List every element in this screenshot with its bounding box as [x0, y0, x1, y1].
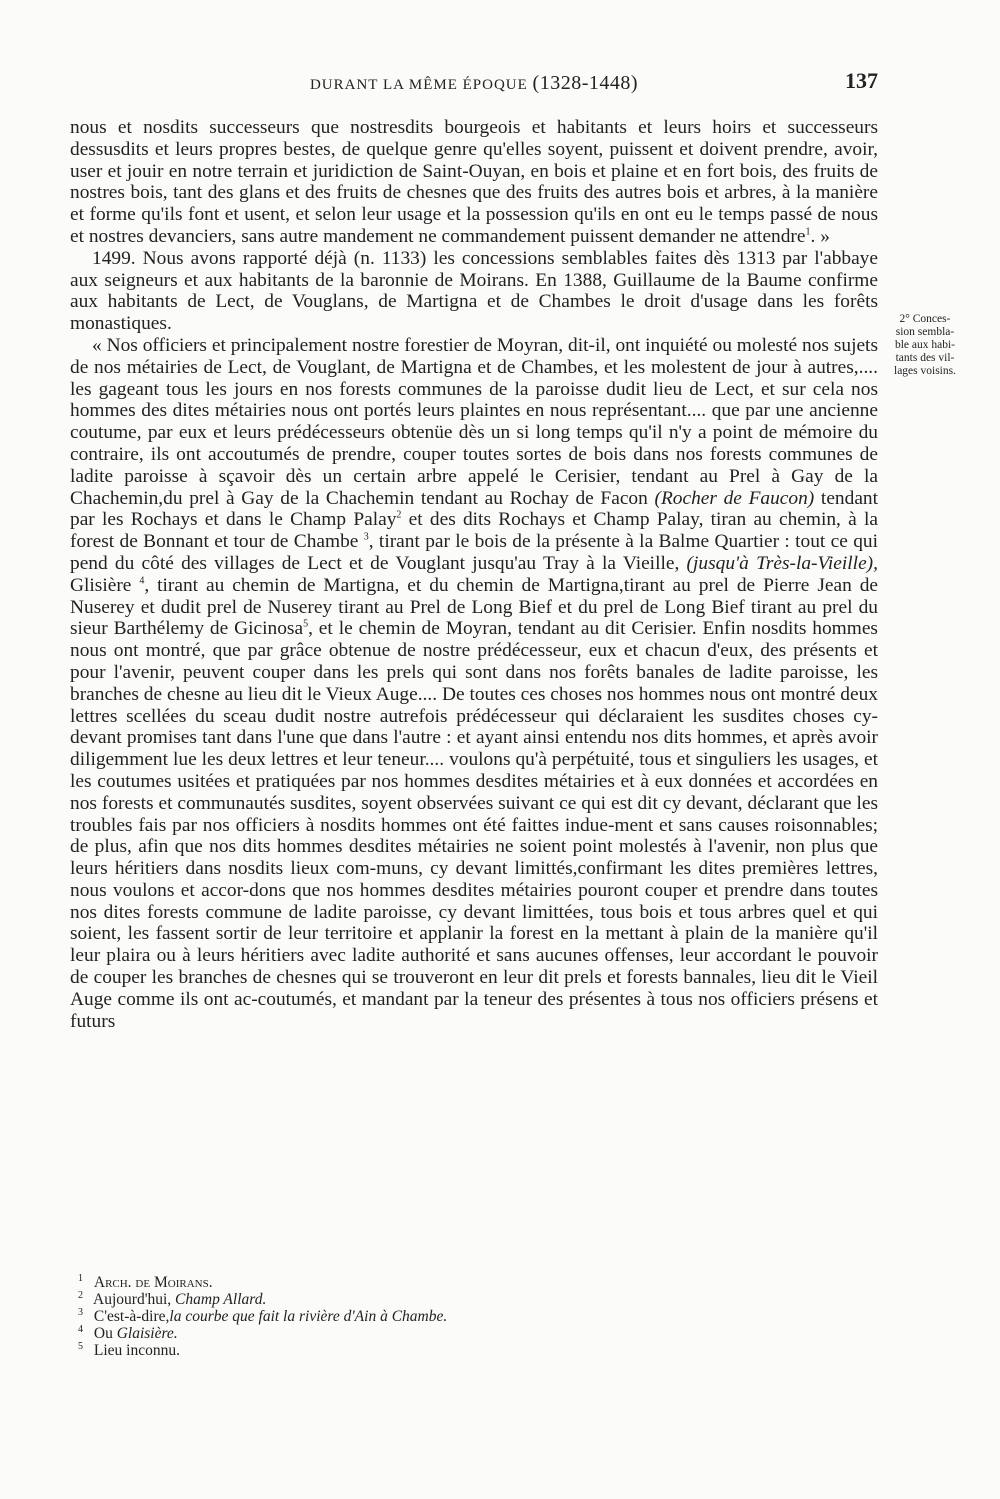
margin-note-line: 2° Conces- — [899, 313, 951, 325]
footnote-ref-2[interactable]: 2 — [396, 509, 402, 521]
running-title-text: DURANT LA MÊME ÉPOQUE — [309, 77, 528, 93]
footnotes — [78, 1274, 878, 1359]
footnote-ref-1[interactable]: 1 — [805, 226, 811, 238]
footnote-text-italic: Glaisière. — [116, 1325, 178, 1342]
body-text — [70, 117, 878, 1032]
paragraph-1 — [70, 117, 878, 248]
paragraph-3-text-a: « Nos officiers et principalement nostre forestier de Moyran, dit-il, ont inquiété ou molesté nos sujets de nos métairies de Lect, de Vouglant, de Martigna et de Chambes, et les molestent de jour à autres,.... les gageant tous les jours en nos forests communes de la paroisse dudit lieu de Lect, et sur cela nos hommes des dites métairies nous ont portés leurs plaintes en nous représentant.... que par une ancienne coutume, par eux et leurs prédécesseurs obtenüe dès un si long temps qu'il n'y a point de mémoire du contraire, ils ont accoutumés de prendre, couper toutes sortes de bois dans nos forests communes de ladite paroisse à sçavoir dès un certain arbre appelé le Cerisier, tendant au Prel à Gay de la Chachemin,du prel à Gay de la Chachemin tendant au Rochay de Facon — [70, 334, 878, 509]
paragraph-1-text: nous et nosdits successeurs que nostresdits bourgeois et habitants et leurs hoirs et successeurs dessusdits et leurs propres bestes, de quelque genre qu'elles soyent, puissent et doivent prendre, avoir, user et jouir en notre terrain et juridiction de Saint-Ouyan, en bois et plaine et en fort bois, des fruits de nostres bois, tant des glans et des fruits de chesnes que des fruits des autres bois et arbres, à la manière et forme qu'ils font et usent, et selon leur usage et la possession qu'ils en ont eu le temps passé de nous et nostres devanciers, sans autre mandement ne commandement puissent demander ne attendre — [70, 117, 878, 247]
footnote-5: 5 Lieu inconnu. — [78, 1340, 180, 1359]
page-number: 137 — [845, 68, 878, 93]
margin-note — [884, 313, 966, 378]
footnote-ref-3[interactable]: 3 — [363, 531, 369, 543]
paragraph-3-text-i: , et le chemin de Moyran, tendant au dit Cerisier. Enfin nosdits hommes nous ont montré, que par grâce obtenue de nostre prédécesseur, eux et chacun d'eux, des présents et pour l'avenir, peuvent couper dans les prels qui sont dans nos forêts banales de ladite paroisse, les branches de chesne au lieu dit le Vieux Auge.... De toutes ces choses nos hommes nous ont montré deux lettres scellées du sceau dudit nostre autrefois prédécesseur qui déclaraient les susdites choses cy-devant promises tant dans l'une que dans l'autre : et ayant ainsi entendu nos dits hommes, et après avoir diligemment lue les deux lettres et leur teneur.... voulons qu'à perpétuité, tous et singuliers les usages, et les coutumes usitées et pratiquées par nos hommes desdites métairies et à eux données et accordées en nos forests et communautés susdites, soyent observées suivant ce qui est dit cy devant, déclarant que les troubles fais par nos officiers à nosdits hommes ont été faittes indue-ment et sans causes roisonnables; de plus, afin que nos dits hommes desdites métairies ne soient point molestés à l'avenir, non plus que leurs héritiers dans nosdits lieux com-muns, cy devant limittés,confirmant les dites premières lettres, nous voulons et accor-dons que nos hommes desdites métairies pouront couper et prendre dans toutes nos dites forests commune de ladite paroisse, cy devant limittées, tous bois et tous arbres quel et qui soient, les fassent sortir de leur territoire et applanir la forest en la mettant à plain de la manière qu'il leur plaira ou à leurs héritiers avec ladite authorité et sans aucunes offenses, leur accordant le pouvoir de couper les branches de chesnes qui se trouveront en leur dit prels et forests bannales, lieu dit le Vieil Auge comme ils ont ac-coutumés, et mandant par la teneur des présentes à tous nos officiers présens et futurs — [70, 618, 878, 1032]
footnote-3: 3 C'est-à-dire,la courbe que fait la rivière d'Ain à Chambe. — [78, 1306, 448, 1325]
footnote-text: Arch. de Moirans. — [93, 1274, 213, 1291]
margin-note-line: lages voisins. — [894, 365, 956, 377]
footnote-text: Aujourd'hui, — [93, 1291, 176, 1308]
paragraph-1-end: . » — [810, 225, 830, 247]
margin-note-line: sion sembla- — [895, 326, 955, 338]
footnote-ref-5[interactable]: 5 — [303, 618, 309, 630]
margin-note-line: ble aux habi- — [894, 339, 956, 351]
paragraph-3-italic-rocher: (Rocher de Faucon) — [654, 487, 815, 509]
paragraph-3-text-g: Glisière — [70, 574, 140, 596]
footnote-1: 1 Arch. de Moirans. — [78, 1272, 213, 1291]
paragraph-3 — [70, 335, 878, 1033]
footnote-ref-4[interactable]: 4 — [139, 575, 145, 587]
paragraph-2 — [70, 248, 878, 335]
paragraph-3-italic-vieille: (jusqu'à Très-la-Vieille), — [686, 552, 878, 574]
footnote-text-italic: la courbe que fait la rivière d'Ain à Chambe. — [169, 1308, 448, 1325]
footnote-text-italic: Champ Allard. — [175, 1291, 267, 1308]
running-title-years: (1328-1448) — [532, 72, 639, 94]
footnote-2: 2 Aujourd'hui, Champ Allard. — [78, 1289, 267, 1308]
paragraph-2-text: 1499. Nous avons rapporté déjà (n. 1133) les concessions semblables faites dès 1313 par l'abbaye aux seigneurs et aux habitants de la baronnie de Moirans. En 1388, Guillaume de la Baume confirme aux habitants de Lect, de Vouglans, de Martigna et de Chambes le droit d'usage dans les forêts monastiques. — [70, 247, 878, 335]
footnote-text: Ou — [93, 1325, 117, 1342]
paragraph-3-text-d: et des dits Rochays et Champ Palay, tiran au chemin, à la forest de Bonnant et tour de Chambe — [70, 509, 878, 553]
footnote-4: 4 Ou Glaisière. — [78, 1323, 178, 1342]
paragraph-3-text-c: tendant par les Rochays et dans le Champ Palay — [70, 487, 879, 531]
margin-note-line: tants des vil- — [895, 352, 955, 364]
page-header — [70, 66, 878, 98]
paragraph-3-text-h: , tirant au chemin de Martigna, et du chemin de Martigna,tirant au prel de Pierre Jean de Nuserey et dudit prel de Nuserey tirant au Prel de Long Bief et du prel de Long Bief tirant au prel du sieur Barthélemy de Gicinosa — [70, 574, 879, 640]
footnote-text: Lieu inconnu. — [93, 1342, 180, 1359]
running-title — [70, 72, 878, 95]
paragraph-3-text-e: , tirant par le bois de la présente à la Balme Quartier : tout ce qui pend du côté des villages de Lect et de Vouglant jusqu'au Tray à la Vieille, — [70, 531, 878, 574]
footnote-text: C'est-à-dire, — [93, 1308, 170, 1325]
